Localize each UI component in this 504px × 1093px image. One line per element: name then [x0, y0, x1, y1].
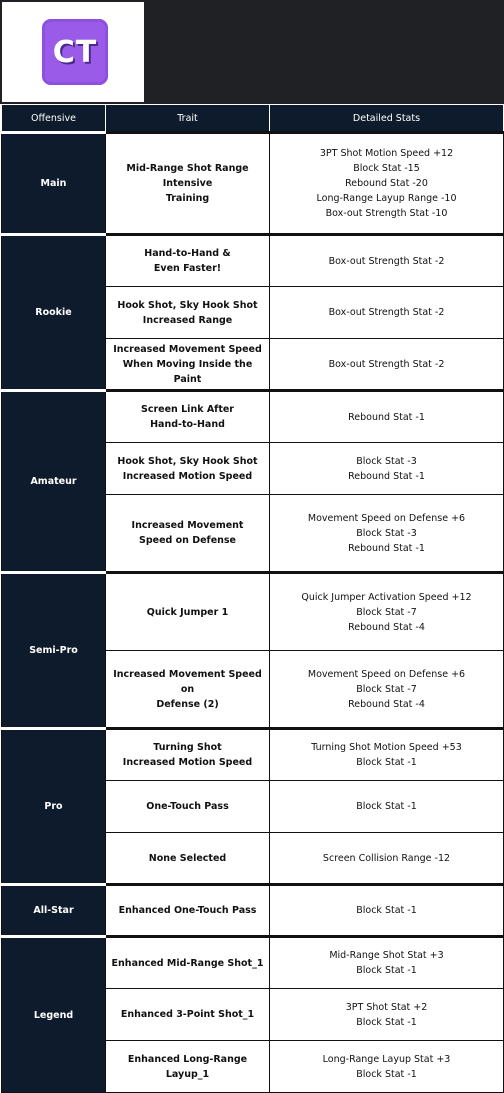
stat-line: Box-out Strength Stat -2: [328, 358, 445, 370]
trait-line: Increased Movement Speed: [113, 343, 262, 355]
stat-line: Block Stat -1: [356, 1016, 417, 1028]
stat-line: Mid-Range Shot Stat +3: [329, 950, 444, 961]
trait-cell: [106, 443, 270, 495]
trait-cell: [106, 729, 270, 781]
trait-line: Even Faster!: [153, 263, 222, 274]
stat-line: Rebound Stat -1: [348, 542, 425, 554]
ct-logo-icon: [42, 19, 108, 85]
group-legend: [2, 937, 504, 1093]
stat-line: Block Stat -1: [356, 965, 417, 976]
trait-cell: [106, 339, 270, 391]
trait-line: When Moving Inside the Paint: [122, 358, 253, 385]
category-cell: Legend: [2, 937, 106, 1093]
trait-line: Increased Range: [142, 314, 233, 326]
stat-line: Block Stat -1: [356, 801, 417, 812]
header-offensive: Offensive: [2, 105, 106, 133]
stat-line: Box-out Strength Stat -2: [328, 255, 445, 267]
stats-cell: [270, 443, 504, 495]
trait-line: Training: [165, 193, 210, 204]
category-cell: Main: [2, 133, 106, 235]
stat-line: Block Stat -1: [356, 1068, 417, 1080]
logo-text: CT: [52, 34, 98, 70]
trait-line: Increased Motion Speed: [122, 470, 253, 482]
stats-cell: [270, 235, 504, 287]
stats-cell: [270, 339, 504, 391]
stat-line: 3PT Shot Stat +2: [345, 1001, 428, 1013]
trait-line: None Selected: [148, 852, 227, 864]
trait-line: Enhanced Long-Range Layup_1: [127, 1053, 248, 1080]
category-cell: Rookie: [2, 235, 106, 391]
stats-cell: [270, 133, 504, 235]
stats-cell: [270, 287, 504, 339]
header-trait: Trait: [106, 105, 270, 133]
trait-cell: [106, 937, 270, 989]
table-header-row: [2, 105, 504, 133]
trait-line: Increased Movement: [131, 520, 244, 531]
stats-cell: [270, 391, 504, 443]
stat-line: Rebound Stat -1: [348, 470, 425, 482]
header-area: [0, 0, 504, 104]
stat-line: Rebound Stat -4: [348, 621, 425, 633]
traits-table: [1, 104, 504, 1093]
trait-line: Mid-Range Shot Range Intensive: [126, 163, 249, 189]
stats-cell: [270, 495, 504, 573]
table-row: [2, 937, 504, 989]
stat-line: Long-Range Layup Range -10: [316, 193, 457, 204]
logo-container: [2, 2, 144, 102]
group-main: [2, 133, 504, 235]
trait-line: Increased Motion Speed: [122, 757, 253, 768]
stats-cell: [270, 729, 504, 781]
stat-line: Rebound Stat -20: [345, 178, 428, 189]
stat-line: Rebound Stat -4: [348, 698, 425, 710]
stats-cell: [270, 989, 504, 1041]
trait-cell: [106, 133, 270, 235]
trait-line: Hook Shot, Sky Hook Shot: [117, 455, 258, 467]
stats-cell: [270, 833, 504, 885]
trait-line: One-Touch Pass: [146, 801, 229, 812]
stat-line: Block Stat -1: [356, 757, 417, 768]
trait-cell: [106, 573, 270, 651]
trait-line: Enhanced 3-Point Shot_1: [120, 1009, 255, 1020]
table-row: [2, 573, 504, 651]
stat-line: Turning Shot Motion Speed +53: [311, 742, 462, 753]
trait-line: Increased Movement Speed on: [113, 668, 262, 695]
stats-cell: [270, 885, 504, 937]
stat-line: Block Stat -7: [356, 606, 417, 618]
trait-cell: [106, 781, 270, 833]
stat-line: Movement Speed on Defense +6: [307, 512, 466, 524]
trait-line: Enhanced One-Touch Pass: [118, 905, 257, 916]
stats-cell: [270, 937, 504, 989]
stat-line: Movement Speed on Defense +6: [307, 668, 466, 680]
table-row: [2, 885, 504, 937]
trait-cell: [106, 885, 270, 937]
stat-line: Block Stat -15: [353, 163, 420, 174]
trait-cell: [106, 989, 270, 1041]
trait-line: Hand-to-Hand &: [144, 248, 231, 259]
trait-line: Turning Shot: [153, 742, 222, 753]
group-pro: [2, 729, 504, 885]
stat-line: Box-out Strength Stat -10: [325, 208, 448, 219]
trait-line: Speed on Defense: [139, 535, 236, 546]
trait-cell: [106, 391, 270, 443]
category-cell: Amateur: [2, 391, 106, 573]
stats-cell: [270, 781, 504, 833]
trait-line: Hook Shot, Sky Hook Shot: [117, 299, 258, 311]
group-all-star: [2, 885, 504, 937]
trait-cell: [106, 495, 270, 573]
trait-line: Hand-to-Hand: [150, 419, 225, 430]
trait-cell: [106, 1041, 270, 1093]
table-row: [2, 391, 504, 443]
stat-line: Quick Jumper Activation Speed +12: [301, 591, 472, 603]
header-detailed-stats: Detailed Stats: [270, 105, 504, 133]
trait-line: Screen Link After: [141, 404, 234, 415]
category-cell: Semi-Pro: [2, 573, 106, 729]
stat-line: Screen Collision Range -12: [322, 852, 451, 864]
trait-cell: [106, 651, 270, 729]
stat-line: Block Stat -3: [356, 455, 417, 467]
trait-line: Enhanced Mid-Range Shot_1: [111, 957, 264, 969]
group-rookie: [2, 235, 504, 391]
stats-cell: [270, 1041, 504, 1093]
category-cell: All-Star: [2, 885, 106, 937]
stat-line: Block Stat -3: [356, 527, 417, 539]
trait-cell: [106, 235, 270, 287]
table-row: [2, 729, 504, 781]
stat-line: Box-out Strength Stat -2: [328, 307, 445, 318]
table-row: [2, 133, 504, 235]
table-row: [2, 235, 504, 287]
stat-line: Block Stat -7: [356, 683, 417, 695]
stat-line: Long-Range Layup Stat +3: [322, 1053, 451, 1065]
stats-cell: [270, 651, 504, 729]
stat-line: Block Stat -1: [356, 905, 417, 916]
category-cell: Pro: [2, 729, 106, 885]
stat-line: 3PT Shot Motion Speed +12: [319, 148, 454, 159]
trait-cell: [106, 287, 270, 339]
stat-line: Rebound Stat -1: [348, 411, 425, 423]
stats-cell: [270, 573, 504, 651]
trait-cell: [106, 833, 270, 885]
group-amateur: [2, 391, 504, 573]
group-semi-pro: [2, 573, 504, 729]
trait-line: Quick Jumper 1: [146, 606, 229, 618]
trait-line: Defense (2): [156, 698, 219, 710]
